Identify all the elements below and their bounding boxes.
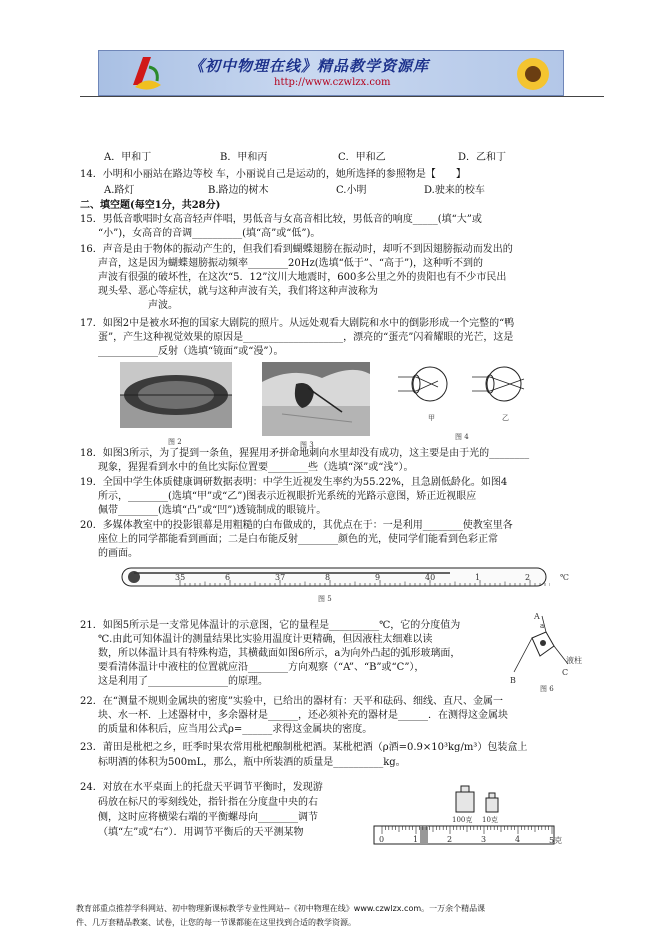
q16-line-1: 16．声音是由于物体的振动产生的，但我们看到蝴蝶翅膀在振动时，却听不到因翅膀振动而发出的	[80, 244, 513, 255]
q20-line-1: 20．多媒体教室中的投影银幕是用粗糙的白布做成的，其优点在于：一是利用________使教室里各	[80, 520, 513, 531]
q19-line-1: 19．全国中学生体质健康调研数据表明：中学生近视发生率约为55.22%，且急剧低龄化。如图4	[80, 477, 508, 488]
q14-option-b: B.路边的树木	[208, 185, 269, 196]
q24-line-1: 24．对放在水平桌面上的托盘天平调节平衡时，发现游	[80, 782, 323, 793]
balance-scale-label: 4	[515, 835, 521, 844]
page-footer	[76, 902, 616, 930]
q17-line-2: 蛋”，产生这种视觉效果的原因是____________________，漂亮的“蛋壳”闪着耀眼的光芒，这是	[98, 332, 514, 343]
thermometer-tick-label: 1	[475, 573, 481, 582]
q21-line-5: 这是利用了________________的原理。	[98, 676, 268, 687]
q13-option-a: A．甲和丁	[104, 152, 152, 163]
balance-scale-label: 1	[413, 835, 419, 844]
thermometer-tick-label: 40	[425, 573, 436, 582]
q22-line-2: 块、水一杯．上述器材中，多余器材是______，还必须补充的器材是______．在测得这金属块	[98, 710, 508, 721]
figure-6-label-A: A	[534, 612, 540, 621]
figure-6-label-C: C	[562, 668, 569, 677]
q18-line-2: 现象，猩猩看到水中的鱼比实际位置要________些（选填“深”或“浅”）。	[98, 462, 414, 473]
thermometer-tick-label: 35	[175, 573, 186, 582]
figure-6-label-B: B	[510, 676, 516, 685]
q14-stem: 14．小明和小丽站在路边等校 车，小丽说自己是运动的，她所选择的参照物是【 】	[80, 169, 466, 180]
q13-option-d: D．乙和丁	[458, 152, 507, 163]
figure-4-caption: 图 4	[455, 433, 469, 441]
weight-10g-label: 10克	[482, 816, 498, 824]
q22-line-3: 的质量和体积后，应当用公式ρ=______求得这金属块的密度。	[98, 724, 373, 735]
header-rule	[80, 96, 604, 97]
balance-scale-label: 5克	[549, 836, 563, 845]
q24-line-3: 侧，这时应将横梁右端的平衡螺母向________调节	[98, 812, 318, 823]
q19-line-2: 所示，________(选填“甲”或“乙”)图表示近视眼折光系统的光路示意图，矫正近视眼应	[98, 491, 477, 502]
q23-line-1: 23．莆田是枇杷之乡，旺季时果农常用枇杷酿制枇杷酒。某枇杷酒（ρ酒=0.9×10³kg/m³）包装盒上	[80, 742, 528, 753]
thermometer-unit: ℃	[560, 573, 569, 582]
figure-3-caption: 图 3	[300, 441, 314, 449]
figure-4-eye-diagrams	[398, 362, 544, 428]
figure-3-orangutan-photo	[262, 362, 370, 436]
q15-line-1: 15．男低音歌唱时女高音轻声伴唱，男低音与女高音相比较，男低音的响度_____(填“大”或	[80, 214, 482, 225]
footer-line-1: 教育部重点推荐学科网站、初中物理新课标教学专业性网站--《初中物理在线》www.czwlzx.com。一万余个精品课	[76, 904, 486, 913]
balance-scale-label: 0	[379, 835, 385, 844]
weight-100g	[456, 786, 474, 812]
thermometer-tick-label: 8	[325, 573, 331, 582]
header-banner	[98, 50, 564, 96]
figure-6-caption: 图 6	[540, 685, 554, 693]
weight-10g	[486, 793, 498, 812]
q16-line-3: 声波有很强的破坏性，在这次“5．12”汶川大地震时，600多公里之外的贵阳也有不少市民出	[98, 272, 507, 283]
q17-line-1: 17．如图2中是被水环抱的国家大剧院的照片。从远处观看大剧院和水中的倒影形成一个完整的“鸭	[80, 318, 515, 329]
q14-option-d: D.驶来的校车	[424, 185, 485, 196]
eye-diagram-yi	[472, 367, 524, 401]
figure-6-label-liquid: 液柱	[566, 656, 582, 665]
q21-line-2: ℃.由此可知体温计的测量结果比实验用温度计更精确，但因液柱太细难以读	[98, 634, 433, 645]
thermometer-tick-label: 2	[525, 573, 531, 582]
weight-100g-label: 100克	[452, 816, 473, 824]
figure-4-label-jia: 甲	[428, 414, 435, 422]
q18-line-1: 18．如图3所示，为了提到一条鱼，猩猩用矛拼命地刺向水里却没有成功，这主要是由于光的________	[80, 448, 530, 459]
footer-line-2: 件、几万套精品教案、试卷，让您的每一节课都能在这里找到合适的教学资源。	[76, 918, 356, 927]
q23-line-2: 标明酒的体积为500mL，那么，瓶中所装酒的质量是__________kg。	[98, 757, 406, 768]
balance-scale-label: 2	[447, 835, 453, 844]
figure-4-label-yi: 乙	[502, 414, 509, 422]
q21-line-4: 要看清体温计中液柱的位置就应沿________方向观察（“A”、“B”或“C”），	[98, 662, 425, 673]
figure-2-caption: 图 2	[168, 438, 182, 446]
q16-line-2: 声音，这是因为蝴蝶翅膀振动频率________20Hz(选填“低于”、“高于”)，这种听不到的	[98, 258, 483, 269]
q14-option-a: A.路灯	[104, 185, 135, 196]
section-title: 二、填空题(每空1分，共28分)	[80, 200, 221, 211]
eye-diagram-jia	[398, 367, 447, 401]
figure-5-caption: 图 5	[318, 595, 332, 603]
figure-6-label-a: a	[540, 622, 545, 630]
q13-option-c: C．甲和乙	[338, 152, 386, 163]
q24-line-4: （填“左”或“右”）．用调节平衡后的天平测某物	[98, 827, 304, 838]
banner-url[interactable]: http://www.czwlzx.com	[274, 77, 391, 88]
thermometer-tick-label: 6	[225, 573, 231, 582]
q16-line-5: 声波。	[148, 300, 178, 311]
q20-line-2: 座位上的同学都能看到画面；二是白布能反射________颜色的光，使同学们能看到色彩正常	[98, 534, 498, 545]
site-logo-icon	[129, 55, 165, 93]
q19-line-3: 佩带________(选填“凸”或“凹”)透镜制成的眼镜片。	[98, 505, 327, 516]
q17-line-3: ____________反射（选填“镜面”或“漫”）。	[98, 346, 284, 357]
q22-line-1: 22．在“测量不规则金属块的密度”实验中，已给出的器材有：天平和砝码、细线、直尺、金属一	[80, 696, 503, 707]
balance-scale-label: 3	[481, 835, 487, 844]
q24-line-2: 码放在标尺的零刻线处，指针指在分度盘中央的右	[98, 797, 318, 808]
q14-option-c: C.小明	[336, 185, 367, 196]
sunflower-icon	[513, 54, 553, 94]
thermometer-tick-label: 37	[275, 573, 286, 582]
q20-line-3: 的画面。	[98, 548, 138, 559]
q13-option-b: B．甲和丙	[220, 152, 268, 163]
q21-line-1: 21．如图5所示是一支常见体温计的示意图，它的量程是__________℃，它的分度值为	[80, 620, 461, 631]
thermometer-tick-label: 9	[375, 573, 381, 582]
q16-line-4: 现头晕、恶心等症状，就与这种声波有关，我们将这种声波称为	[98, 286, 378, 297]
rider	[420, 826, 428, 844]
q15-line-2: “小”)，女高音的音调__________(填“高”或“低”)。	[98, 228, 321, 239]
q21-line-3: 数，所以体温计具有特殊构造，其横截面如图6所示，a为向外凸起的弧形玻璃面，	[98, 648, 461, 659]
banner-title: 《初中物理在线》精品教学资源库	[189, 57, 430, 75]
figure-2-opera-house	[120, 362, 232, 428]
